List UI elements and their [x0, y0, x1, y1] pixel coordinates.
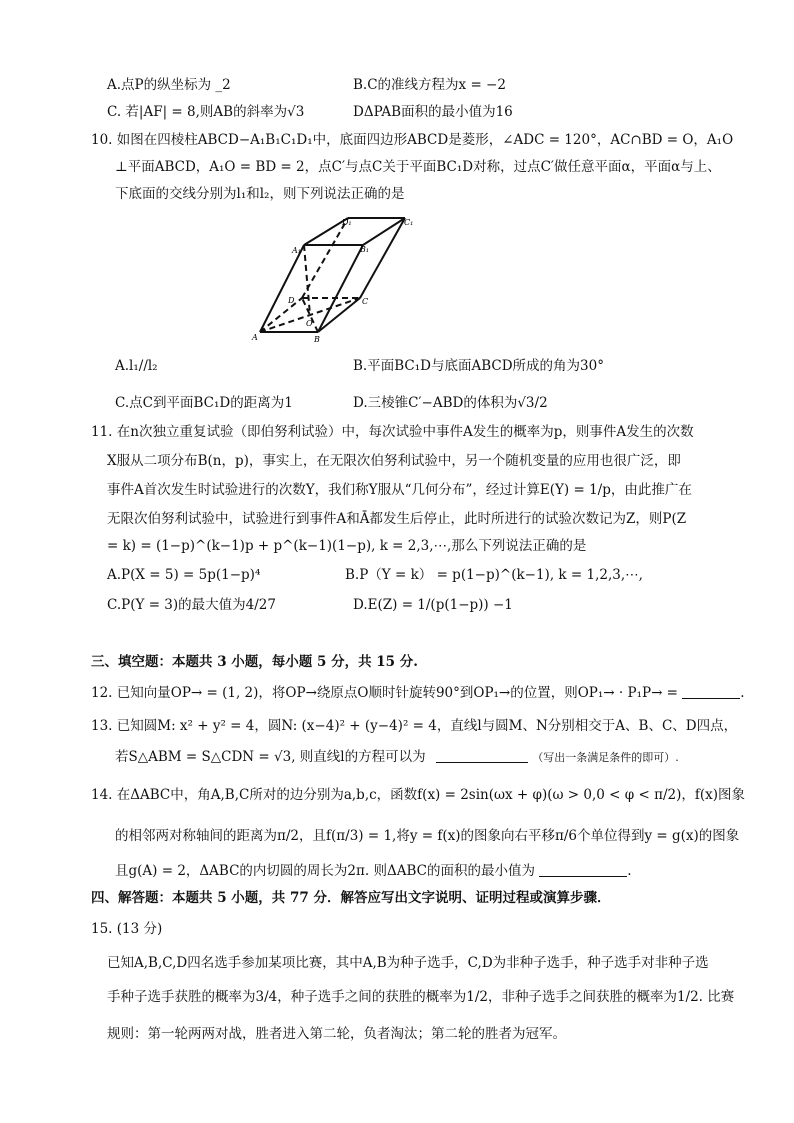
q10-stem-line2: ⊥平面ABCD，A₁O = BD = 2，点C′与点C关于平面BC₁D对称，过点C′做任意平面α，平面α与上、: [115, 159, 721, 175]
q14-stem-line3: 且g(A) = 2，ΔABC的内切圆的周长为2π. 则ΔABC的面积的最小值为 .: [115, 863, 632, 879]
q11-stem-line1: 11. 在n次独立重复试验（即伯努利试验）中，每次试验中事件A发生的概率为p，则事件A发生的次数: [91, 424, 694, 440]
q11-stem-line3: 事件A首次发生时试验进行的次数Y，我们称Y服从“几何分布”，经过计算E(Y) = 1/p，由此推广在: [107, 482, 692, 498]
label-a: A: [252, 333, 258, 342]
q9-option-b: B.C的准线方程为x = −2: [353, 77, 506, 93]
q12-text: 12. 已知向量OP→ = (1, 2)，将OP→绕原点O顺时针旋转90°到OP₁→的位置，则OP₁→ · P₁P→ =: [91, 685, 678, 701]
q10-option-b: B.平面BC₁D与底面ABCD所成的角为30°: [353, 358, 604, 374]
q15-stem-line3: 规则：第一轮两两对战，胜者进入第二轮，负者淘汰；第二轮的胜者为冠军。: [107, 1026, 566, 1042]
label-a1: A₁: [292, 246, 301, 255]
q14-stem-line1: 14. 在ΔABC中，角A,B,C所对的边分别为a,b,c，函数f(x) = 2sin(ωx + φ)(ω > 0,0 < φ < π/2)，f(x)图象: [91, 787, 746, 803]
q12-answer-blank[interactable]: [682, 684, 740, 699]
q13-stem-line2: [115, 747, 679, 768]
q15-stem-line2: 手种子选手获胜的概率为3/4，种子选手之间的获胜的概率为1/2，非种子选手之间获胜的概率为1/2. 比赛: [107, 989, 735, 1005]
label-b: B: [314, 335, 320, 344]
q9-option-d: DΔPAB面积的最小值为16: [353, 104, 513, 120]
q9-option-a: A.点P的纵坐标为 _2: [107, 77, 231, 93]
q10-option-a: A.l₁//l₂: [115, 358, 158, 374]
section-3-heading: 三、填空题：本题共 3 小题，每小题 5 分，共 15 分.: [91, 654, 418, 670]
q10-option-c: C.点C到平面BC₁D的距离为1: [115, 395, 293, 411]
q11-stem-line2: X服从二项分布B(n，p)，事实上，在无限次伯努利试验中，另一个随机变量的应用也很广泛，即: [107, 453, 681, 469]
q11-stem-line5: = k) = (1−p)^(k−1)p + p^(k−1)(1−p), k = 2,3,⋯,那么下列说法正确的是: [107, 538, 587, 554]
label-d1: D₁: [342, 218, 352, 227]
q9-option-c: C. 若|AF| = 8,则AB的斜率为√3: [107, 104, 305, 120]
q11-option-c: C.P(Y = 3)的最大值为4/27: [107, 597, 276, 613]
label-o: O: [306, 319, 313, 328]
q11-option-d: D.E(Z) = 1/(p(1−p)) −1: [353, 597, 513, 613]
q14-answer-blank[interactable]: [539, 862, 627, 877]
q13-note: （写出一条满足条件的即可）.: [532, 751, 679, 764]
label-c1: C₁: [404, 218, 414, 227]
q13-answer-blank[interactable]: [436, 748, 528, 763]
q10-option-d: D.三棱锥C′−ABD的体积为√3/2: [353, 395, 548, 411]
q11-option-b: B.P（Y = k） = p(1−p)^(k−1), k = 1,2,3,⋯,: [345, 567, 643, 583]
label-c: C: [362, 297, 369, 306]
q15-stem-line1: 已知A,B,C,D四名选手参加某项比赛，其中A,B为种子选手，C,D为非种子选手，种子选手对非种子选: [107, 955, 709, 971]
q15-heading: 15. (13 分): [91, 921, 163, 937]
section-4-heading: 四、解答题：本题共 5 小题，共 77 分．解答应写出文字说明、证明过程或演算步骤．: [91, 890, 611, 906]
prism-figure: [250, 212, 420, 344]
q10-stem-line1: 10. 如图在四棱柱ABCD−A₁B₁C₁D₁中，底面四边形ABCD是菱形，∠ADC = 120°，AC∩BD = O，A₁O: [91, 132, 734, 148]
q13-text: 若S△ABM = S△CDN = √3, 则直线l的方程可以为: [115, 749, 426, 765]
label-b1: B₁: [360, 245, 370, 254]
q11-stem-line4: 无限次伯努利试验中，试验进行到事件A和Ā都发生后停止，此时所进行的试验次数记为Z，则P(Z: [107, 511, 687, 527]
q13-stem-line1: 13. 已知圆M: x² + y² = 4，圆N: (x−4)² + (y−4)² = 4，直线l与圆M、N分别相交于A、B、C、D四点，: [91, 718, 738, 734]
q14-stem-line2: 的相邻两对称轴间的距离为π/2，且f(π/3) = 1,将y = f(x)的图象向右平移π/6个单位得到y = g(x)的图象: [115, 828, 740, 844]
q12-stem: 12. 已知向量OP→ = (1, 2)，将OP→绕原点O顺时针旋转90°到OP₁→的位置，则OP₁→ · P₁P→ = .: [91, 685, 745, 701]
q11-option-a: A.P(X = 5) = 5p(1−p)⁴: [107, 567, 261, 583]
q10-stem-line3: 下底面的交线分别为l₁和l₂，则下列说法正确的是: [115, 186, 405, 202]
label-d: D: [288, 296, 295, 305]
q14-text: 且g(A) = 2，ΔABC的内切圆的周长为2π. 则ΔABC的面积的最小值为: [115, 863, 535, 879]
